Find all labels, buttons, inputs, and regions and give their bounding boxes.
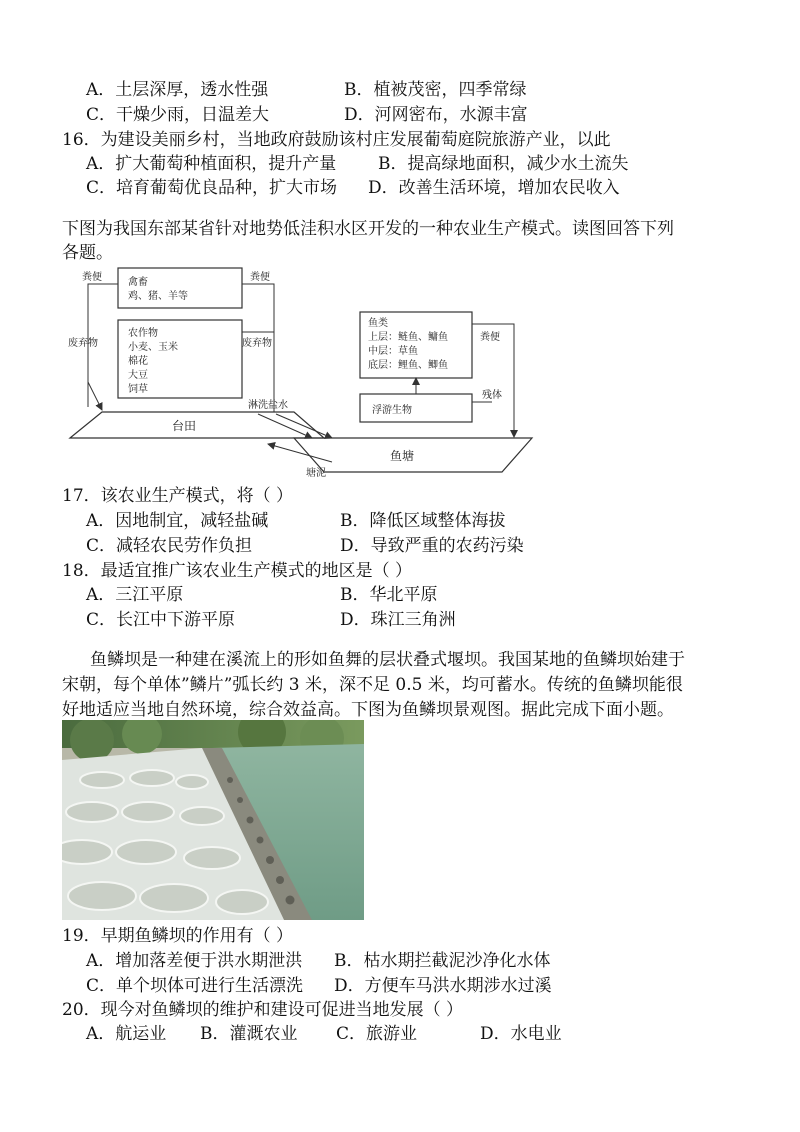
q20-option-c: C．旅游业: [336, 1024, 418, 1044]
livestock-items: 鸡、猪、羊等: [128, 291, 188, 302]
q16-option-c: C．培育葡萄优良品种，扩大市场: [86, 178, 338, 198]
intro-dam-line2: 宋朝，每个单体”鳞片”弧长约 3 米，深不足 0.5 米，均可蓄水。传统的鱼鳞坝能很: [62, 675, 683, 695]
manure-left-label: 粪便: [82, 272, 102, 283]
q20-stem: 20．现今对鱼鳞坝的维护和建设可促进当地发展（ ）: [62, 1000, 464, 1020]
q19-option-c: C．单个坝体可进行生活漂洗: [86, 976, 304, 996]
plankton-label: 浮游生物: [372, 405, 412, 416]
fish-title: 鱼类: [368, 318, 388, 329]
fish-upper: 上层：鲢鱼、鳙鱼: [368, 332, 448, 343]
q20-option-a: A．航运业: [86, 1024, 167, 1044]
fish-bottom: 底层：鲤鱼、鲫鱼: [368, 360, 448, 371]
q18-stem: 18．最适宜推广该农业生产模式的地区是（ ）: [62, 561, 413, 581]
q17-option-a: A．因地制宜，减轻盐碱: [86, 511, 269, 531]
fish-middle: 中层：草鱼: [368, 346, 418, 357]
livestock-box: [118, 268, 242, 308]
residue-label: 残体: [482, 390, 502, 401]
intro-farm-line1: 下图为我国东部某省针对地势低洼积水区开发的一种农业生产模式。读图回答下列: [62, 219, 674, 239]
fish-manure-label: 粪便: [480, 332, 500, 343]
q15-option-a: A．土层深厚，透水性强: [86, 80, 269, 100]
platform-field-label: 台田: [172, 419, 197, 433]
q17-option-b: B．降低区域整体海拔: [340, 511, 506, 531]
q20-option-b: B．灌溉农业: [200, 1024, 298, 1044]
fish-pond-label: 鱼塘: [390, 449, 415, 463]
salt-wash-label: 淋洗盐水: [248, 400, 288, 411]
intro-dam-line3: 好地适应当地自然环境，综合效益高。下图为鱼鳞坝景观图。据此完成下面小题。: [62, 700, 674, 720]
q18-option-c: C．长江中下游平原: [86, 610, 236, 630]
waste-left-label: 废弃物: [68, 338, 98, 349]
q16-option-b: B．提高绿地面积，减少水土流失: [378, 154, 629, 174]
q15-option-d: D．河网密布，水源丰富: [344, 105, 528, 125]
pond-mud-label: 塘泥: [306, 468, 326, 479]
q16-stem: 16．为建设美丽乡村，当地政府鼓励该村庄发展葡萄庭院旅游产业，以此: [62, 130, 611, 150]
manure-right-label: 粪便: [250, 272, 270, 283]
q19-option-d: D．方便车马洪水期涉水过溪: [334, 976, 552, 996]
q17-option-d: D．导致严重的农药污染: [340, 536, 524, 556]
intro-dam-line1: 鱼鳞坝是一种建在溪流上的形如鱼舞的层状叠式堰坝。我国某地的鱼鳞坝始建于: [90, 650, 685, 670]
intro-farm-line2: 各题。: [62, 243, 113, 263]
livestock-title: 禽畜: [128, 277, 148, 288]
q18-option-b: B．华北平原: [340, 585, 438, 605]
q19-stem: 19．早期鱼鳞坝的作用有（ ）: [62, 926, 294, 946]
q18-option-d: D．珠江三角洲: [340, 610, 456, 630]
q18-option-a: A．三江平原: [86, 585, 184, 605]
crops-title: 农作物: [128, 328, 158, 339]
farming-model-diagram: [62, 262, 552, 480]
crops-item-1: 小麦、玉米: [128, 342, 178, 353]
q17-stem: 17．该农业生产模式，将（ ）: [62, 486, 294, 506]
q20-option-d: D．水电业: [480, 1024, 562, 1044]
q15-option-c: C．干燥少雨，日温差大: [86, 105, 270, 125]
q19-option-a: A．增加落差便于洪水期泄洪: [86, 951, 303, 971]
fish-scale-dam-photo: [62, 720, 364, 920]
q15-option-b: B．植被茂密，四季常绿: [344, 80, 527, 100]
q19-option-b: B．枯水期拦截泥沙净化水体: [334, 951, 551, 971]
q16-option-d: D．改善生活环境，增加农民收入: [368, 178, 620, 198]
waste-right-label: 废弃物: [242, 338, 272, 349]
q17-option-c: C．减轻农民劳作负担: [86, 536, 253, 556]
crops-item-4: 饲草: [128, 384, 148, 395]
q16-option-a: A．扩大葡萄种植面积，提升产量: [86, 154, 337, 174]
platform-field-shape: [70, 412, 324, 438]
crops-item-2: 棉花: [128, 356, 148, 367]
crops-item-3: 大豆: [128, 370, 148, 381]
